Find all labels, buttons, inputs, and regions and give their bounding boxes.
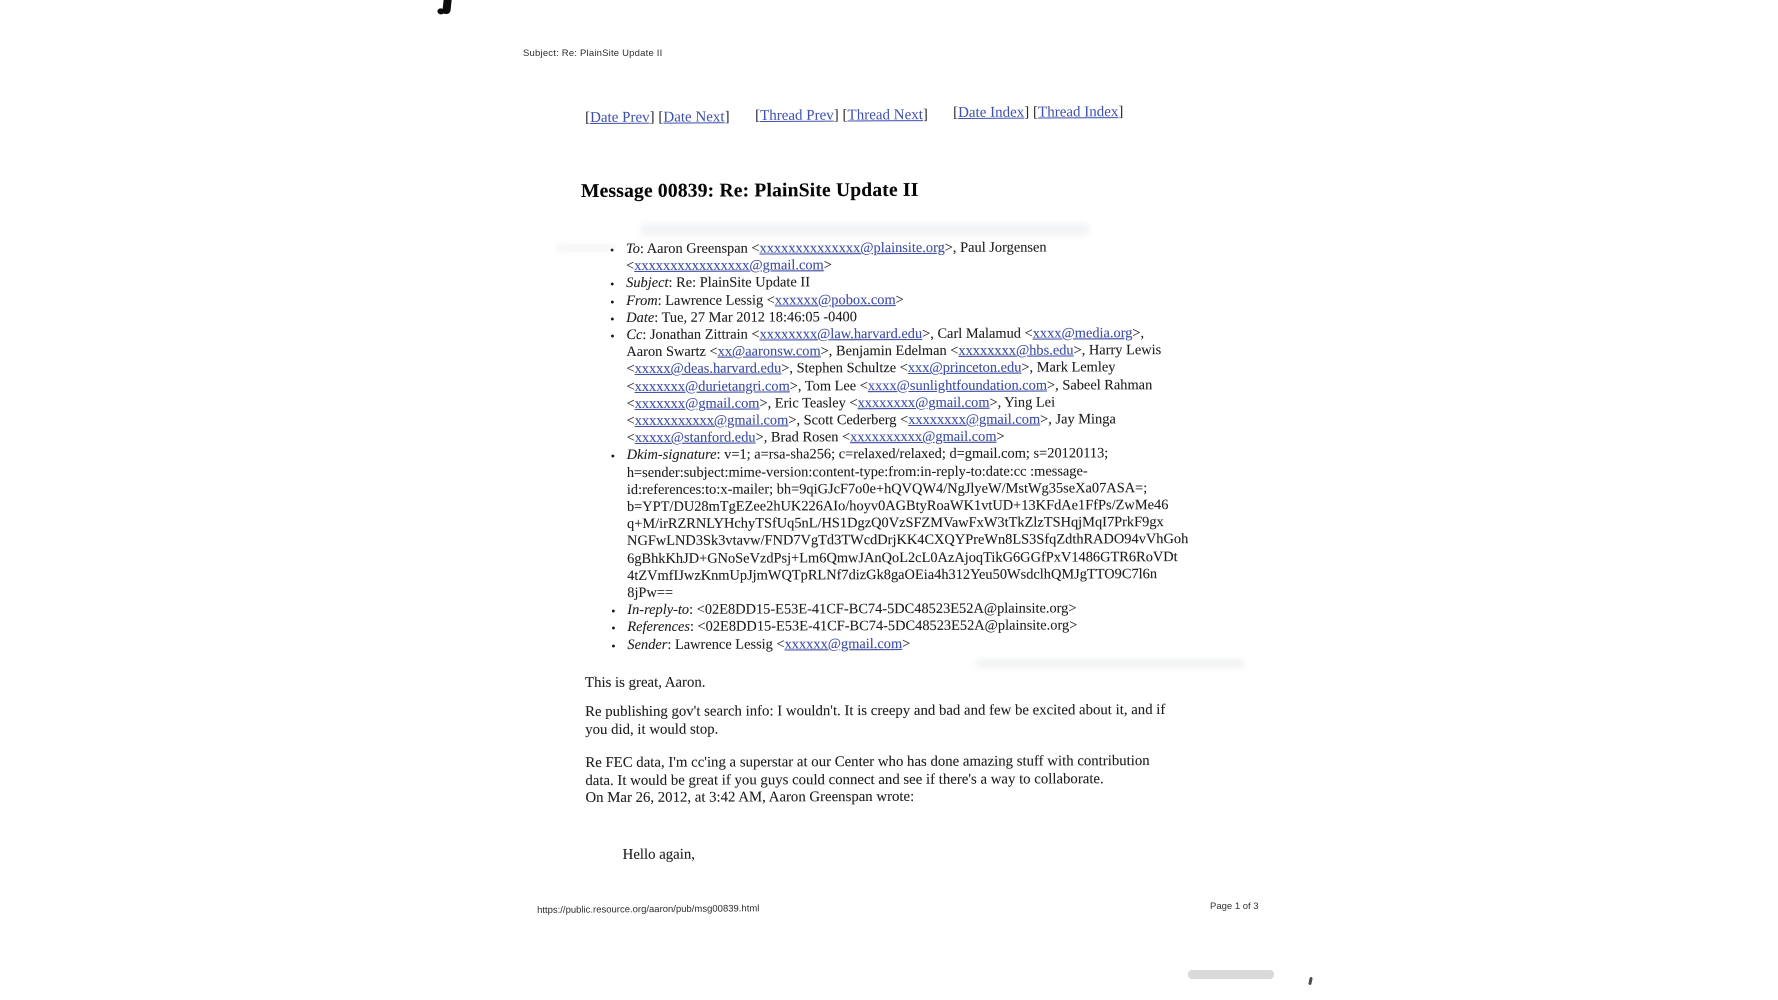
header-field-label: To bbox=[626, 240, 640, 257]
header-field-label: Sender bbox=[627, 636, 668, 653]
header-row-subject: • Subject: Re: PlainSite Update II bbox=[626, 273, 1286, 293]
email-address-link[interactable]: xxxxxx@pobox.com bbox=[774, 291, 896, 309]
header-field-label: From bbox=[626, 292, 658, 309]
email-body bbox=[585, 673, 1286, 865]
email-address-link[interactable]: xxxxxxx@gmail.com bbox=[634, 395, 760, 412]
nav-group-thread: [Thread Prev] [Thread Next] bbox=[755, 107, 928, 124]
page-indicator: Page 1 of 3 bbox=[1210, 901, 1259, 912]
body-paragraph-1: This is great, Aaron. bbox=[585, 674, 706, 691]
email-address-link[interactable]: xx@aaronsw.com bbox=[717, 343, 821, 360]
email-address-link[interactable]: xxx@princeton.edu bbox=[907, 360, 1022, 377]
nav-link-thread-next[interactable]: Thread Next bbox=[847, 107, 923, 124]
email-address-link[interactable]: xxxx@media.org bbox=[1032, 325, 1133, 342]
email-address-link[interactable]: xxxxx@stanford.edu bbox=[634, 429, 756, 447]
email-address-link[interactable]: xxxxxxxx@hbs.edu bbox=[958, 342, 1074, 360]
nav-link-date-prev[interactable]: Date Prev bbox=[589, 109, 650, 126]
header-row-references: • References: <02E8DD15-E53E-41CF-BC74-5DC48523E52A@plainsite.org> bbox=[627, 617, 1287, 637]
bullet-icon: • bbox=[610, 329, 615, 344]
bullet-icon: • bbox=[610, 449, 615, 464]
email-address-link[interactable]: xxxxxxx@durietangri.com bbox=[634, 378, 790, 395]
header-field-label: In-reply-to bbox=[627, 602, 690, 619]
header-row-in-reply-to: • In-reply-to: <02E8DD15-E53E-41CF-BC74-5DC48523E52A@plainsite.org> bbox=[627, 600, 1287, 620]
nav-link-thread-prev[interactable]: Thread Prev bbox=[759, 107, 834, 124]
email-address-link[interactable]: xxxxxxxxxxx@gmail.com bbox=[634, 412, 789, 430]
scan-artifact-tick bbox=[1308, 977, 1313, 985]
nav-link-date-index[interactable]: Date Index bbox=[957, 104, 1025, 121]
quoted-reply-text: Hello again, bbox=[622, 847, 695, 864]
nav-link-date-next[interactable]: Date Next bbox=[663, 109, 725, 126]
nav-group-index: [Date Index] [Thread Index] bbox=[953, 104, 1124, 121]
email-address-link[interactable]: xxxxxxxxxxxxxxxx@gmail.com bbox=[634, 257, 824, 275]
bullet-icon: • bbox=[610, 277, 615, 292]
header-row-to: • To: Aaron Greenspan <xxxxxxxxxxxxxx@plainsite.org>, Paul Jorgensen <xxxxxxxxxxxxxxxx@gmail.com> bbox=[610, 239, 1047, 275]
body-paragraph-2: Re publishing gov't search info: I wouldn't. It is creepy and bad and few be excited about it, and if you did, it would stop. bbox=[585, 702, 1166, 738]
scan-artifact-smudge bbox=[556, 244, 616, 252]
header-row-from: • From: Lawrence Lessig <xxxxxx@pobox.com> bbox=[626, 290, 1286, 310]
header-field-label: Subject bbox=[626, 275, 669, 292]
header-row-date: • Date: Tue, 27 Mar 2012 18:46:05 -0400 bbox=[626, 308, 1286, 328]
nav-group-date: [Date Prev] [Date Next] bbox=[585, 109, 730, 126]
header-row-dkim-signature: • Dkim-signature: v=1; a=rsa-sha256; c=relaxed/relaxed; d=gmail.com; s=20120113; h=sender:subject:mime-version:content-type:from:in-reply-to:date:cc :message- id:references:to:x-mailer; bh=9qiGJcF7o0e+hQVQW4/NgJlyeW/MstWg35seXa07ASA=; b=YPT/DU28mTgEZee2hUK226AIo/hoyv0AGBtyRoaWK1vtUD+13KFdAe1FfPs/ZwMe46 q+M/irRZRNLYHchyTSfUq5nL/HS1DgzQ0VzSFZMVawFxW3tTkZlzTSHqjMqI7PrkF9gx NGFwLND3Sk3vtavw/FND7VgTd3TWcdDrjKK4CXQYPreWn8LS3SfqZdthRADO94vVhGoh 6gBhkKhJD+GNoSeVzdPsj+Lm6QmwJAnQoL2cL0AzAjoqTikG6GGfPxV1486GTR6RoVDt 4tZVmfIJwzKnmUpJjmWQTpRLNf7dizGk8gaOEia4h312Yeu50WsdclhQMJgTTO9C7l6n 8jPw== bbox=[610, 445, 1189, 602]
email-address-link[interactable]: xxxxxxxxxx@gmail.com bbox=[850, 428, 997, 446]
header-row-sender: • Sender: Lawrence Lessig <xxxxxx@gmail.com> bbox=[627, 634, 1287, 654]
email-address-link[interactable]: xxxxxxxx@law.harvard.edu bbox=[759, 325, 923, 343]
bullet-icon: • bbox=[610, 243, 615, 258]
header-field-label: Dkim-signature bbox=[626, 447, 717, 464]
nav-link-thread-index[interactable]: Thread Index bbox=[1037, 104, 1119, 121]
email-address-link[interactable]: xxxxxxxxxxxxxx@plainsite.org bbox=[759, 239, 945, 257]
print-header-subject: Subject: Re: PlainSite Update II bbox=[523, 48, 663, 59]
scan-artifact-gray-bar bbox=[1188, 970, 1274, 979]
header-row-cc: • Cc: Jonathan Zittrain <xxxxxxxx@law.harvard.edu>, Carl Malamud <xxxx@media.org>, Aaron Swartz <xx@aaronsw.com>, Benjamin Edelman <xxxxxxxx@hbs.edu>, Harry Lewis <xxxxx@deas.harvard.edu>, Stephen Schultze <xxx@princeton.edu>, Mark Lemley <xxxxxxx@durietangri.com>, Tom Lee <xxxx@sunlightfoundation.com>, Sabeel Rahman <xxxxxxx@gmail.com>, Eric Teasley <xxxxxxxx@gmail.com>, Ying Lei <xxxxxxxxxxx@gmail.com>, Scott Cederberg <xxxxxxxx@gmail.com>, Jay Minga <xxxxx@stanford.edu>, Brad Rosen <xxxxxxxxxx@gmail.com> bbox=[610, 325, 1162, 447]
bullet-icon: • bbox=[610, 311, 615, 326]
body-paragraph-3: Re FEC data, I'm cc'ing a superstar at our Center who has done amazing stuff with contribution data. It would be great if you guys could connect and see if there's a way to collaborate. On Mar 26, 2012, at 3:42 AM, Aaron Greenspan wrote: bbox=[585, 753, 1150, 807]
email-address-link[interactable]: xxxxxxxx@gmail.com bbox=[908, 411, 1041, 429]
email-headers-list bbox=[610, 239, 1287, 654]
header-field-label: Cc bbox=[626, 326, 643, 344]
header-field-label: Date bbox=[626, 309, 655, 326]
footer-source-url: https://public.resource.org/aaron/pub/msg00839.html bbox=[537, 903, 760, 916]
email-address-link[interactable]: xxxx@sunlightfoundation.com bbox=[867, 377, 1048, 394]
email-address-link[interactable]: xxxxxxxx@gmail.com bbox=[857, 394, 990, 412]
bullet-icon: • bbox=[610, 294, 615, 309]
bullet-icon: • bbox=[611, 604, 616, 619]
email-address-link[interactable]: xxxxxx@gmail.com bbox=[784, 635, 903, 653]
page-title: Message 00839: Re: PlainSite Update II bbox=[581, 179, 919, 202]
scan-artifact-smudge bbox=[975, 659, 1245, 668]
header-field-label: References bbox=[627, 619, 690, 636]
scan-artifact-corner-mark bbox=[442, 0, 452, 14]
bullet-icon: • bbox=[611, 638, 616, 653]
scan-artifact-smudge bbox=[640, 223, 1090, 236]
bullet-icon: • bbox=[611, 621, 616, 636]
email-address-link[interactable]: xxxxx@deas.harvard.edu bbox=[634, 360, 782, 378]
